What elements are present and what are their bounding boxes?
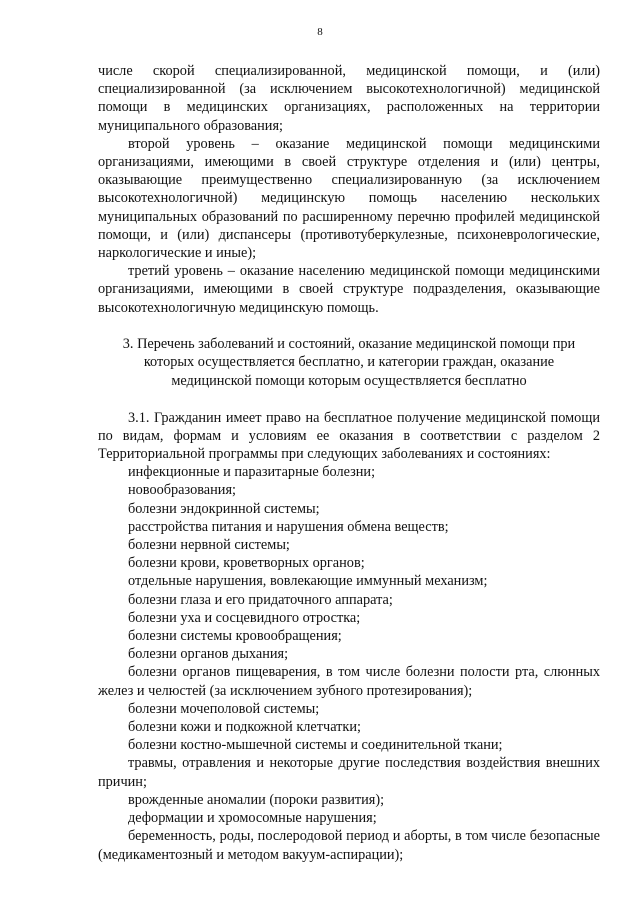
list-item: новообразования;: [128, 482, 236, 499]
section-heading-line: медицинской помощи которым осуществляется бесплатно: [171, 373, 527, 390]
list-item: беременность, роды, послеродовой период и аборты, в том числе безопасные (медикаментозный и методом вакуум-аспирации);: [98, 828, 600, 863]
list-item: болезни мочеполовой системы;: [128, 700, 320, 717]
section-heading-line: 3. Перечень заболеваний и состояний, оказание медицинской помощи при: [122, 335, 576, 352]
list-item: болезни крови, кроветворных органов;: [128, 555, 365, 572]
paragraph-level-continuation: числе скорой специализированной, медицинской помощи, и (или) специализированной (за исключением высокотехнологичной) медицинской помощи в медицинских организациях, расположенных на территории муниципального образования;: [98, 63, 600, 134]
paragraph-second-level: второй уровень – оказание медицинской помощи медицинскими организациями, имеющими в своей структуре отделения и (или) центры, оказывающие преимущественно специализированную (за исключением высокотехнологичной) медицинскую помощь населению нескольких муниципальных образований по расширенному перечню профилей медицинской помощи, и (или) диспансеры (противотуберкулезные, психоневрологические, наркологические и иные);: [98, 135, 600, 262]
list-item: болезни нервной системы;: [128, 537, 290, 554]
list-item: болезни уха и сосцевидного отростка;: [128, 609, 361, 626]
list-item: болезни глаза и его придаточного аппарата;: [128, 591, 393, 608]
document-body: [98, 62, 600, 864]
list-item: болезни органов пищеварения, в том числе болезни полости рта, слюнных желез и челюстей (за исключением зубного протезирования);: [98, 664, 600, 699]
list-item: врожденные аномалии (пороки развития);: [128, 791, 385, 808]
list-item: деформации и хромосомные нарушения;: [128, 810, 377, 827]
conditions-list: [98, 463, 600, 863]
list-item: болезни эндокринной системы;: [128, 500, 320, 517]
paragraph-third-level: третий уровень – оказание населению медицинской помощи медицинскими организациями, имеющими в своей структуре подразделения, оказывающие высокотехнологичную медицинскую помощь.: [98, 263, 600, 316]
section-heading: [98, 335, 600, 391]
list-item: болезни системы кровообращения;: [128, 628, 342, 645]
paragraph-3-1: 3.1. Гражданин имеет право на бесплатное получение медицинской помощи по видам, формам и условиям ее оказания в соответствии с разделом 2 Территориальной программы при следующих заболеваниях и состояниях:: [98, 409, 600, 463]
section-heading-line: которых осуществляется бесплатно, и категории граждан, оказание: [143, 354, 555, 371]
page-number: 8: [317, 26, 323, 38]
list-item: травмы, отравления и некоторые другие последствия воздействия внешних причин;: [98, 755, 600, 790]
list-item: болезни кожи и подкожной клетчатки;: [128, 719, 361, 736]
list-item: отдельные нарушения, вовлекающие иммунный механизм;: [128, 573, 488, 590]
list-item: расстройства питания и нарушения обмена веществ;: [128, 518, 449, 535]
list-item: болезни костно-мышечной системы и соединительной ткани;: [128, 737, 503, 754]
list-item: инфекционные и паразитарные болезни;: [128, 464, 376, 481]
list-item: болезни органов дыхания;: [128, 646, 289, 663]
